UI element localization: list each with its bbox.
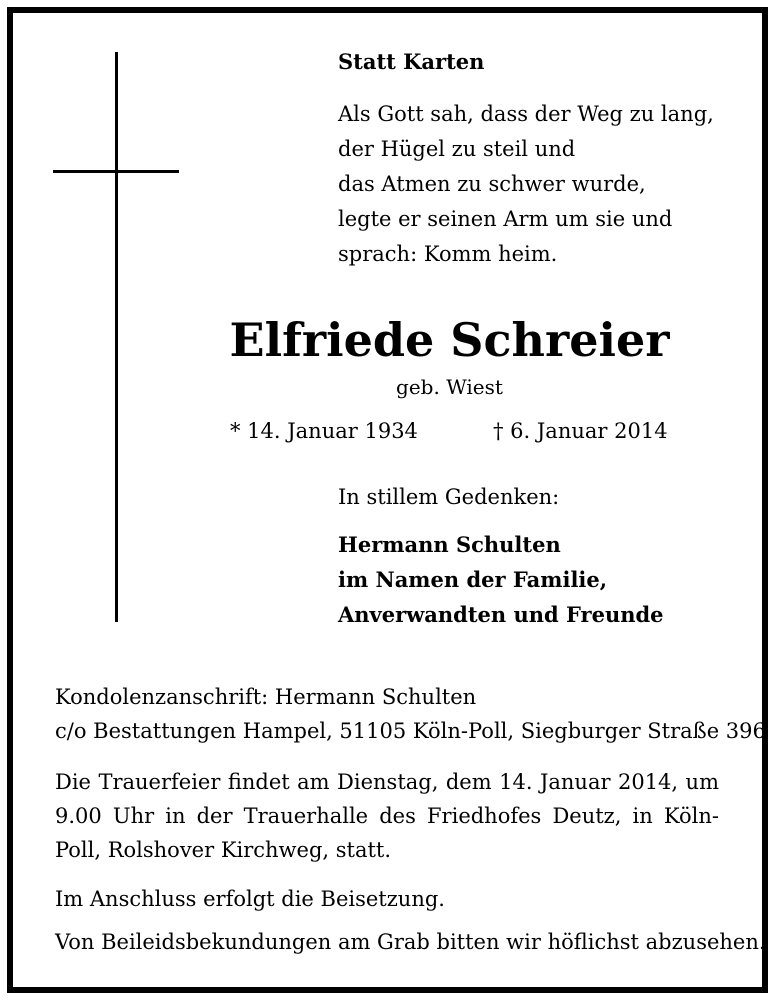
funeral-notice: Die Trauerfeier findet am Dienstag, dem 14. Januar 2014, um 9.00 Uhr in der Trauerhalle des Friedhofes Deutz, in Köln-Poll, Rolshover Kirchweg, statt. [55, 770, 719, 862]
deceased-name: Elfriede Schreier [229, 313, 670, 367]
burial-notice: Im Anschluss erfolgt die Beisetzung. [55, 887, 445, 911]
birth-name: geb. Wiest [396, 375, 503, 399]
death-date: † 6. Januar 2014 [493, 419, 668, 443]
condolence-address: c/o Bestattungen Hampel, 51105 Köln-Poll, Siegburger Straße 396 [55, 719, 766, 743]
condolence-request: Von Beileidsbekundungen am Grab bitten wir höflichst abzusehen. [55, 930, 766, 954]
mourner-line: Hermann Schulten [338, 532, 561, 557]
poem-line: der Hügel zu steil und [338, 137, 576, 161]
mourners-list [338, 527, 664, 632]
mourner-line: Anverwandten und Freunde [338, 602, 664, 627]
intro-heading: Statt Karten [338, 49, 485, 74]
poem-line: Als Gott sah, dass der Weg zu lang, [338, 102, 714, 126]
poem-line: das Atmen zu schwer wurde, [338, 172, 646, 196]
birth-date: * 14. Januar 1934 [230, 419, 418, 443]
poem-line: legte er seinen Arm um sie und [338, 207, 673, 231]
mourner-line: im Namen der Familie, [338, 567, 608, 592]
condolence-label: Kondolenzanschrift: Hermann Schulten [55, 685, 477, 709]
cross-icon-horizontal [53, 170, 179, 173]
mourners-intro: In stillem Gedenken: [338, 485, 560, 509]
poem [338, 97, 714, 272]
poem-line: sprach: Komm heim. [338, 242, 558, 266]
